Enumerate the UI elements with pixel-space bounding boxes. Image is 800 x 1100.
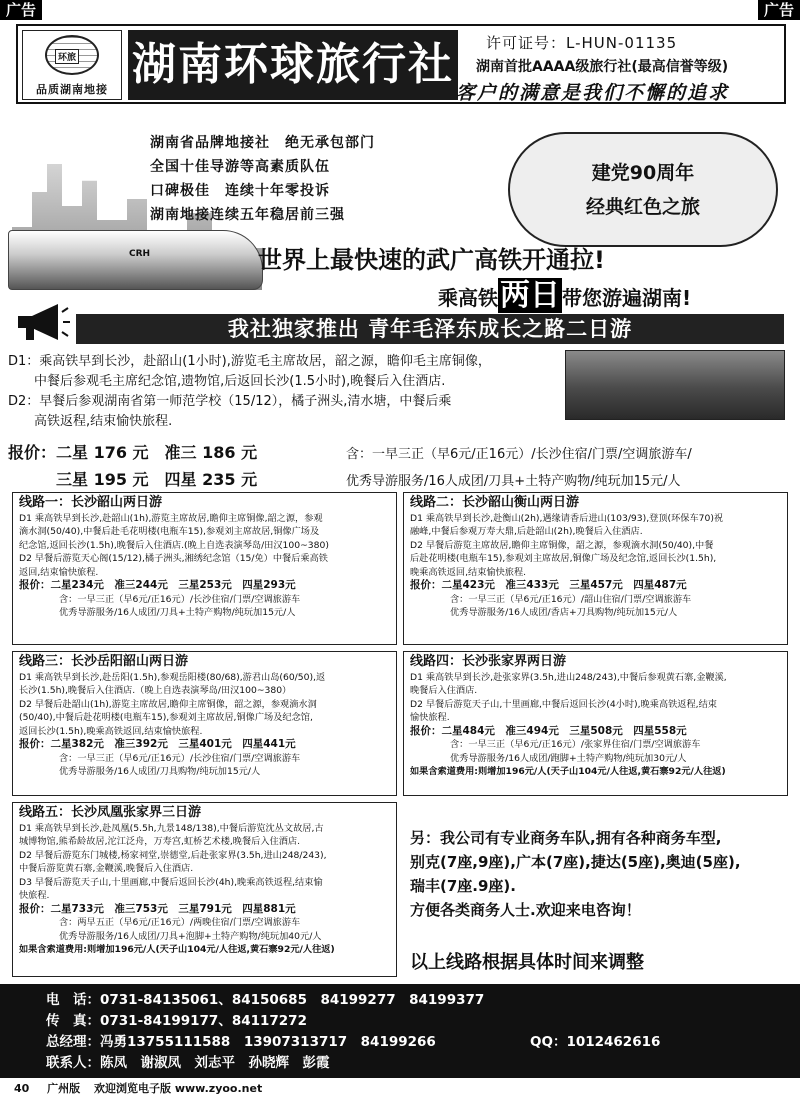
megaphone-icon: [14, 302, 70, 342]
route-price: 报价：二星733元 准三753元 三星791元 四星881元: [19, 902, 296, 915]
subheadline: [438, 270, 691, 314]
route-line: D2 早餐后游览天子山,十里画廊,中餐后返回长沙(4小时),晚乘高铁返程,结束: [410, 698, 717, 710]
route-line: D1 乘高铁早到长沙,赴张家界(3.5h,进山248/243),中餐后参观黄石寨,金鞭溪,: [410, 671, 727, 683]
route-line: D2 早餐后游览主席故居,瞻仰主席铜像，韶之源，参观滴水洞(50/40),中餐: [410, 539, 714, 551]
main-price: [8, 440, 792, 490]
tour-d1: D1：乘高铁早到长沙，赴韶山(1小时),游览毛主席故居，韶之源，瞻仰毛主席铜像，: [8, 354, 491, 369]
route-extra: 如果含索道费用:则增加196元/人(天子山104元/人往返,黄石寨92元/人往返): [19, 944, 335, 955]
grade-text: 湖南首批AAAA级旅行社(最高信誉等级): [476, 59, 729, 75]
route-line: 返回长沙(1.5h),晚乘高铁返回,结束愉快旅程.: [19, 725, 203, 737]
route-includes: 含：一早三正（早6元/正16元）/长沙住宿/门票/空调旅游车: [59, 752, 301, 764]
route-line: D1 乘高铁早到长沙,赴凤凰(5.5h,九景148/138),中餐后游览沈丛文故居,古: [19, 822, 324, 834]
route-line: 城博物馆,熊希龄故居,沱江泛舟，万寿宫,虹桥艺术楼,晚餐后入住酒店.: [19, 836, 301, 847]
note-line: 另：我公司有专业商务车队,拥有各种商务车型,: [410, 829, 722, 847]
route-5: [12, 802, 397, 977]
contact-bar: [0, 984, 800, 1078]
headline: 世界上最快速的武广高铁开通拉!: [258, 246, 605, 274]
route-2: [403, 492, 788, 645]
route-line: 后赴花明楼(电瓶车15),参观刘主席故居,铜像广场及纪念馆,返回长沙(1.5h),: [410, 553, 717, 564]
price-includes-1: 含：一早三正（早6元/正16元）/长沙住宿/门票/空调旅游车/: [346, 447, 692, 462]
route-includes: 优秀导游服务/16人成团/刀具购物/纯玩加15元/人: [59, 766, 261, 777]
route-line: D3 早餐后游览天子山,十里画廊,中餐后返回长沙(4h),晚乘高铁返程,结束愉: [19, 876, 323, 888]
contact-qq: QQ：1012462616: [530, 1034, 661, 1050]
route-line: 晚乘高铁返回,结束愉快旅程.: [410, 566, 527, 578]
cloud-line-1: 建党90周年: [591, 162, 695, 184]
price-includes-2: 优秀导游服务/16人成团/刀具+土特产购物/纯玩加15元/人: [346, 474, 681, 489]
route-line: 晚餐后入住酒店.: [410, 685, 478, 696]
route-line: 滴水洞(50/40),中餐后赴毛花明楼(电瓶车15),参观刘主席故居,铜像广场及: [19, 526, 320, 537]
feature-4: 湖南地接连续五年稳居前三强: [150, 207, 345, 223]
logo: [22, 30, 122, 100]
sub-pre: 乘高铁: [438, 286, 498, 310]
route-line: 愉快旅程.: [410, 712, 450, 723]
route-price: 报价：二星234元 准三244元 三星253元 四星293元: [19, 579, 296, 591]
route-line: D2 早餐后赴韶山(1h),游览主席故居,瞻仰主席铜像，韶之源，参观滴水洞: [19, 698, 317, 710]
price-line-1: 二星 176 元 准三 186 元: [56, 443, 258, 462]
price-line-2: 三星 195 元 四星 235 元: [56, 470, 258, 489]
footer-text: 欢迎浏览电子版 www.zyoo.net: [94, 1082, 263, 1095]
sub-post: 带您游遍湖南!: [562, 286, 692, 310]
contact-people: 联系人：陈凤 谢淑凤 刘志平 孙晓辉 彭霞: [46, 1055, 330, 1071]
route-title: 线路五：长沙凤凰张家界三日游: [19, 805, 202, 820]
tour-d2b: 高铁返程,结束愉快旅程.: [34, 414, 173, 429]
promo-banner: 我社独家推出 青年毛泽东成长之路二日游: [76, 314, 784, 344]
route-4: [403, 651, 788, 796]
route-includes: 优秀导游服务/16人成团/刀具+泡脚+土特产购物/纯玩加40元/人: [59, 930, 322, 942]
route-line: 返回,结束愉快旅程.: [19, 566, 99, 578]
route-line: D2 早餐后游览天心阁(15/12),橘子洲头,湘绣纪念馆（15/免）中餐后乘高铁: [19, 553, 328, 564]
route-line: D1 乘高铁早到长沙,赴韶山(1h),游览主席故居,瞻仰主席铜像,韶之源，参观: [19, 512, 323, 524]
feature-3: 口碑极佳 连续十年零投诉: [150, 183, 330, 199]
route-title: 线路一：长沙韶山两日游: [19, 495, 163, 510]
route-price: 报价：二星423元 准三433元 三星457元 四星487元: [410, 579, 687, 591]
route-includes: 含：两早五正（早6元/正16元）/两晚住宿/门票/空调旅游车: [59, 917, 301, 928]
route-3: [12, 651, 397, 796]
footer: [14, 1080, 262, 1096]
tour-itinerary: [8, 352, 568, 432]
route-price: 报价：二星484元 准三494元 三星508元 四星558元: [410, 724, 687, 737]
edition: 广州版: [47, 1082, 81, 1095]
tour-d1b: 中餐后参观毛主席纪念馆,遗物馆,后返回长沙(1.5小时),晚餐后入住酒店.: [34, 374, 446, 389]
contact-fax: 传 真：0731-84199177、84117272: [46, 1013, 307, 1029]
sub-big: 两日: [500, 278, 560, 313]
cloud-callout: [508, 132, 778, 247]
route-extra: 如果含索道费用:则增加196元/人(天子山104元/人往返,黄石寨92元/人往返): [410, 766, 726, 777]
feature-2: 全国十佳导游等高素质队伍: [150, 159, 330, 175]
license-number: 许可证号：L-HUN-01135: [486, 34, 678, 52]
route-title: 线路三：长沙岳阳韶山两日游: [19, 654, 189, 669]
logo-motto: 品质湖南地接: [36, 83, 108, 96]
price-label: 报价：: [8, 443, 57, 462]
route-line: 纪念馆,返回长沙(1.5h),晚餐后入住酒店.(晚上自选表演琴岛/田汉100~380): [19, 539, 329, 551]
contact-gm: 总经理：冯勇13755111588 13907313717 84199266: [46, 1034, 436, 1050]
company-name: 湖南环球旅行社: [128, 30, 458, 100]
route-line: 快旅程.: [19, 890, 50, 901]
slogan: 客户的满意是我们不懈的追求: [456, 82, 730, 104]
route-line: D2 早餐后游览东门城楼,杨家祠堂,崇德堂,后赴张家界(3.5h,进山248/243),: [19, 849, 327, 861]
route-1: [12, 492, 397, 645]
train-image: [8, 230, 263, 290]
tour-d2: D2：早餐后参观湖南省第一师范学校（15/12），橘子洲头,清水塘，中餐后乘: [8, 394, 452, 409]
route-includes: 优秀导游服务/16人成团/香店+刀具购物/纯玩加15元/人: [450, 607, 678, 618]
page-number: 40: [14, 1082, 30, 1095]
route-includes: 含：一早三正（早6元/正16元）/张家界住宿/门票/空调旅游车: [450, 739, 701, 750]
route-includes: 优秀导游服务/16人成团/跑脚+土特产购物/纯玩加30元/人: [450, 752, 687, 764]
ad-tag-left: 广告: [0, 0, 42, 20]
route-line: D1 乘高铁早到长沙,赴衡山(2h),遇缘请香后进山(103/93),登顶(环保车70)祝: [410, 512, 724, 524]
route-price: 报价：二星382元 准三392元 三星401元 四星441元: [19, 738, 296, 750]
globe-icon: [45, 35, 99, 75]
scenic-photo: [565, 350, 785, 420]
train-label: CRH: [129, 249, 151, 259]
note-line: 别克(7座,9座),广本(7座),捷达(5座),奥迪(5座),: [410, 853, 741, 871]
route-line: 长沙(1.5h),晚餐后入住酒店.（晚上自选表演琴岛/田汉100~380）: [19, 685, 292, 696]
route-line: D1 乘高铁早到长沙,赴岳阳(1.5h),参观岳阳楼(80/68),游君山岛(60/50),返: [19, 671, 326, 683]
note-line: 瑞丰(7座.9座).: [410, 877, 516, 895]
route-line: 融峰,中餐后参观万寿大鼎,后赴韶山(2h),晚餐后入住酒店.: [410, 526, 643, 537]
route-line: (50/40),中餐后赴花明楼(电瓶车15),参观刘主席故居,铜像广场及纪念馆,: [19, 712, 313, 723]
cloud-line-2: 经典红色之旅: [585, 196, 700, 218]
route-line: 中餐后游览黄石寨,金鞭溪,晚餐后入住酒店.: [19, 863, 194, 874]
adjust-note: 以上线路根据具体时间来调整: [410, 952, 644, 973]
ad-tag-right: 广告: [758, 0, 800, 20]
route-title: 线路二：长沙韶山衡山两日游: [410, 495, 580, 510]
route-includes: 优秀导游服务/16人成团/刀具+土特产购物/纯玩加15元/人: [59, 607, 296, 618]
header: [16, 24, 786, 104]
feature-1: 湖南省品牌地接社 绝无承包部门: [150, 135, 375, 151]
contact-tel: 电 话：0731-84135061、84150685 84199277 84199377: [46, 992, 485, 1008]
route-includes: 含：一早三正（早6元/正16元）/韶山住宿/门票/空调旅游车: [450, 593, 692, 605]
route-title: 线路四：长沙张家界两日游: [410, 654, 567, 669]
business-car-note: [410, 826, 790, 922]
note-line: 方便各类商务人士.欢迎来电咨询！: [410, 901, 641, 919]
logo-badge: 环旅: [55, 49, 79, 64]
route-includes: 含：一早三正（早6元/正16元）/长沙住宿/门票/空调旅游车: [59, 593, 301, 605]
